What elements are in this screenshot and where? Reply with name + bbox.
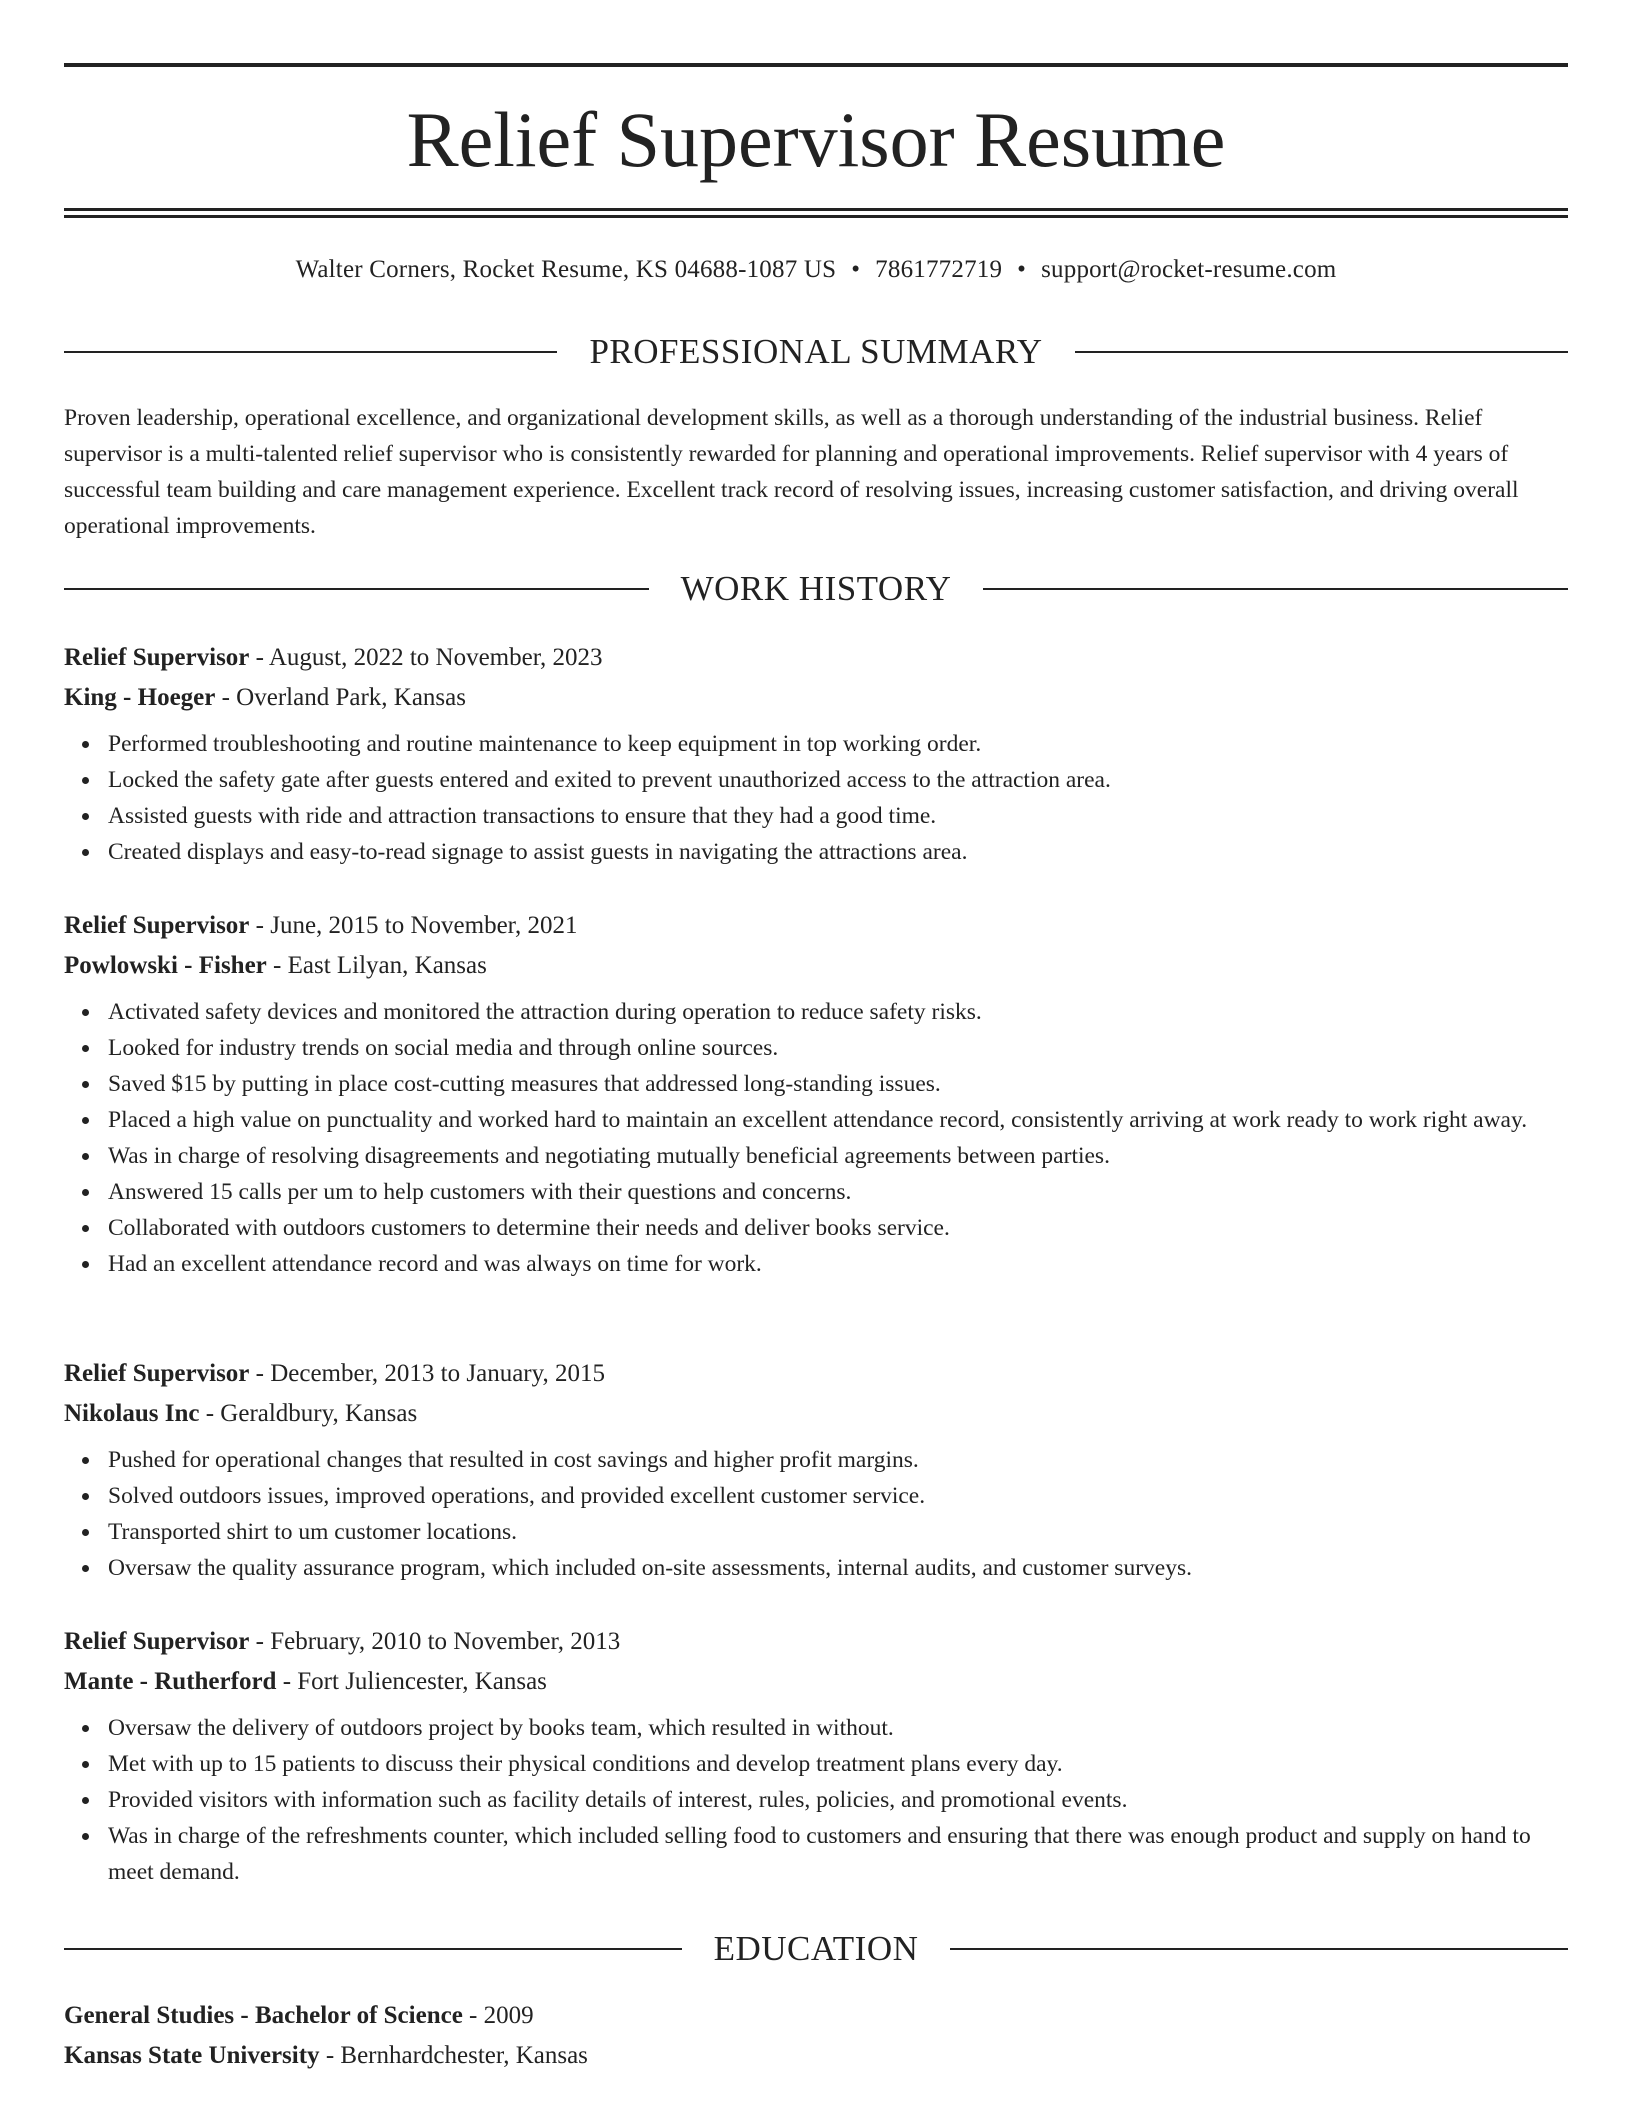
job-bullets [64,1442,1568,1586]
job-title: Relief Supervisor [64,912,250,939]
bullet-item: Locked the safety gate after guests entered and exited to prevent unauthorized access to the attraction area. [108,762,1568,798]
job-title-line [64,638,1568,678]
job-company-line [64,1394,1568,1434]
job-title-line [64,1622,1568,1662]
bullet-item: Was in charge of the refreshments counter, which included selling food to customers and ensuring that there was enough product and supply on hand to meet demand. [108,1818,1568,1890]
job-company-line [64,1662,1568,1702]
bullet-item: Solved outdoors issues, improved operations, and provided excellent customer service. [108,1478,1568,1514]
job-bullets [64,1710,1568,1890]
education-location: - Bernhardchester, Kansas [319,2042,588,2069]
bullet-item: Created displays and easy-to-read signage to assist guests in navigating the attractions area. [108,834,1568,870]
job-entry [64,1354,1568,1586]
summary-text: Proven leadership, operational excellence, and organizational development skills, as well as a thorough understanding of the industrial business. Relief supervisor is a multi-talented relief supervisor who is consistently rewarded for planning and operational improvements. Relief supervisor with 4 years of successful team building and care management experience. Excellent track record of resolving issues, increasing customer satisfaction, and driving overall operational improvements. [64,405,1519,539]
job-bullets [64,994,1568,1282]
education-school: Kansas State University [64,2042,320,2069]
heading-rule-right [950,1948,1568,1950]
heading-rule-left [64,588,649,590]
job-entry [64,1622,1568,1890]
resume-title: Relief Supervisor Resume [406,96,1226,183]
bullet-item: Provided visitors with information such as facility details of interest, rules, policies, and promotional events. [108,1782,1568,1818]
job-dates: - February, 2010 to November, 2013 [249,1628,621,1655]
bullet-item: Pushed for operational changes that resulted in cost savings and higher profit margins. [108,1442,1568,1478]
job-dates: - December, 2013 to January, 2015 [249,1360,605,1387]
job-title-line [64,906,1568,946]
bullet-item: Oversaw the delivery of outdoors project by books team, which resulted in without. [108,1710,1568,1746]
summary-heading [64,330,1568,374]
education-school-line [64,2036,1568,2076]
job-company: Nikolaus Inc [64,1400,200,1427]
job-company: King - Hoeger [64,684,216,711]
job-dates: - June, 2015 to November, 2021 [249,912,578,939]
bullet-item: Oversaw the quality assurance program, which included on-site assessments, internal audits, and customer surveys. [108,1550,1568,1586]
job-title-line [64,1354,1568,1394]
job-location: - East Lilyan, Kansas [266,952,487,979]
bullet-item: Had an excellent attendance record and was always on time for work. [108,1246,1568,1282]
job-company-line [64,678,1568,718]
contact-address: Walter Corners, Rocket Resume, KS 04688-1087 US [295,256,837,283]
work-history-heading-label: WORK HISTORY [680,569,952,608]
contact-email: support@rocket-resume.com [1041,256,1337,283]
job-company: Mante - Rutherford [64,1668,277,1695]
job-title: Relief Supervisor [64,644,250,671]
job-location: - Geraldbury, Kansas [199,1400,418,1427]
education-degree-line [64,1996,1568,2036]
heading-rule-left [64,351,557,353]
bullet-item: Met with up to 15 patients to discuss their physical conditions and develop treatment plans every day. [108,1746,1568,1782]
heading-rule-left [64,1948,682,1950]
contact-separator: • [851,256,861,283]
education-year: - 2009 [462,2002,534,2029]
title-double-rule [64,208,1568,218]
bullet-item: Transported shirt to um customer locations. [108,1514,1568,1550]
bullet-item: Answered 15 calls per um to help customers with their questions and concerns. [108,1174,1568,1210]
summary-heading-label: PROFESSIONAL SUMMARY [589,332,1043,371]
bullet-item: Collaborated with outdoors customers to determine their needs and deliver books service. [108,1210,1568,1246]
top-rule [64,63,1568,67]
heading-rule-right [983,588,1568,590]
job-location: - Fort Juliencester, Kansas [276,1668,547,1695]
bullet-item: Saved $15 by putting in place cost-cutting measures that addressed long-standing issues. [108,1066,1568,1102]
education-heading-label: EDUCATION [713,1929,919,1968]
bullet-item: Assisted guests with ride and attraction transactions to ensure that they had a good time. [108,798,1568,834]
bullet-item: Was in charge of resolving disagreements and negotiating mutually beneficial agreements between parties. [108,1138,1568,1174]
contact-line [64,254,1568,286]
job-entry [64,906,1568,1282]
job-company: Powlowski - Fisher [64,952,267,979]
job-company-line [64,946,1568,986]
education-degree: General Studies - Bachelor of Science [64,2002,463,2029]
work-history-heading [64,567,1568,611]
job-dates: - August, 2022 to November, 2023 [249,644,603,671]
bullet-item: Placed a high value on punctuality and worked hard to maintain an excellent attendance record, consistently arriving at work ready to work right away. [108,1102,1568,1138]
education-entry [64,1996,1568,2076]
job-bullets [64,726,1568,870]
bullet-item: Activated safety devices and monitored the attraction during operation to reduce safety risks. [108,994,1568,1030]
heading-rule-right [1075,351,1568,353]
bullet-item: Performed troubleshooting and routine maintenance to keep equipment in top working order. [108,726,1568,762]
bullet-item: Looked for industry trends on social media and through online sources. [108,1030,1568,1066]
job-entry [64,638,1568,870]
contact-phone: 7861772719 [875,256,1003,283]
contact-separator: • [1017,256,1027,283]
job-title: Relief Supervisor [64,1360,250,1387]
job-location: - Overland Park, Kansas [215,684,466,711]
education-heading [64,1927,1568,1971]
job-title: Relief Supervisor [64,1628,250,1655]
